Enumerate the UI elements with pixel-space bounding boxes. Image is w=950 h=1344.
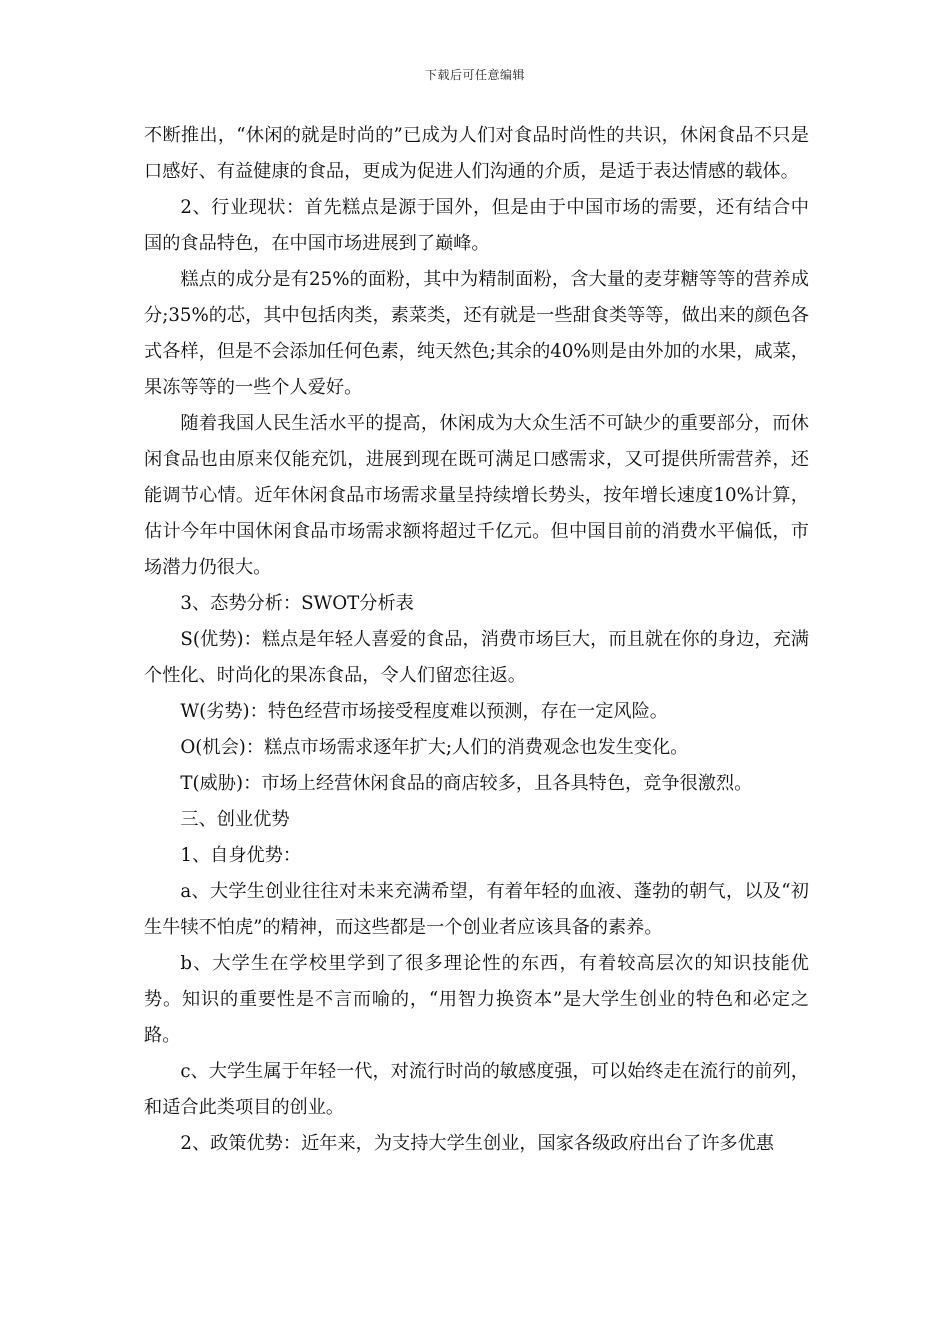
paragraph-swot-threats: T(威胁)：市场上经营休闲食品的商店较多，且各具特色，竞争很激烈。: [180, 773, 753, 794]
paragraph-swot-strengths: S(优势)：糕点是年轻人喜爱的食品，消费市场巨大，而且就在你的身边，充满个性化、时尚化的果冻食品，令人们留恋往返。: [144, 629, 809, 686]
page-header-note: 下载后可任意编辑: [424, 68, 525, 82]
subheading-self-advantages: 1、自身优势：: [180, 845, 302, 866]
paragraph-industry-status: 2、行业现状：首先糕点是源于国外，但是由于中国市场的需要，还有结合中国的食品特色，在中国市场进展到了巅峰。: [144, 197, 809, 254]
paragraph-advantage-c: c、大学生属于年轻一代，对流行时尚的敏感度强，可以始终走在流行的前列，和适合此类项目的创业。: [144, 1061, 809, 1118]
paragraph-continued: 不断推出，“休闲的就是时尚的”已成为人们对食品时尚性的共识，休闲食品不只是口感好、有益健康的食品，更成为促进人们沟通的介质，是适于表达情感的载体。: [144, 125, 809, 182]
document-body: [144, 118, 809, 1162]
paragraph-swot-opportunities: O(机会)：糕点市场需求逐年扩大;人们的消费观念也发生变化。: [180, 737, 689, 758]
paragraph-market-growth: 随着我国人民生活水平的提高，休闲成为大众生活不可缺少的重要部分，而休闲食品也由原来仅能充饥，进展到现在既可满足口感需求，又可提供所需营养，还能调节心情。近年休闲食品市场需求量呈持续增长势头，按年增长速度10%计算，估计今年中国休闲食品市场需求额将超过千亿元。但中国目前的消费水平偏低，市场潜力仍很大。: [144, 413, 809, 578]
paragraph-swot-weaknesses: W(劣势)：特色经营市场接受程度难以预测，存在一定风险。: [180, 701, 668, 722]
paragraph-swot-heading: 3、态势分析：SWOT分析表: [180, 593, 414, 614]
paragraph-policy-advantages: 2、政策优势：近年来，为支持大学生创业，国家各级政府出台了许多优惠: [180, 1133, 774, 1154]
section-heading-advantages: 三、创业优势: [180, 809, 290, 830]
paragraph-advantage-b: b、大学生在学校里学到了很多理论性的东西，有着较高层次的知识技能优势。知识的重要性是不言而喻的，“用智力换资本”是大学生创业的特色和必定之路。: [144, 953, 809, 1046]
paragraph-ingredients: 糕点的成分是有25%的面粉，其中为精制面粉，含大量的麦芽糖等等的营养成分;35%的芯，其中包括肉类，素菜类，还有就是一些甜食类等等，做出来的颜色各式各样，但是不会添加任何色素，纯天然色;其余的40%则是由外加的水果，咸菜，果冻等等的一些个人爱好。: [144, 269, 809, 398]
paragraph-advantage-a: a、大学生创业往往对未来充满希望，有着年轻的血液、蓬勃的朝气，以及“初生牛犊不怕虎”的精神，而这些都是一个创业者应该具备的素养。: [144, 881, 809, 938]
